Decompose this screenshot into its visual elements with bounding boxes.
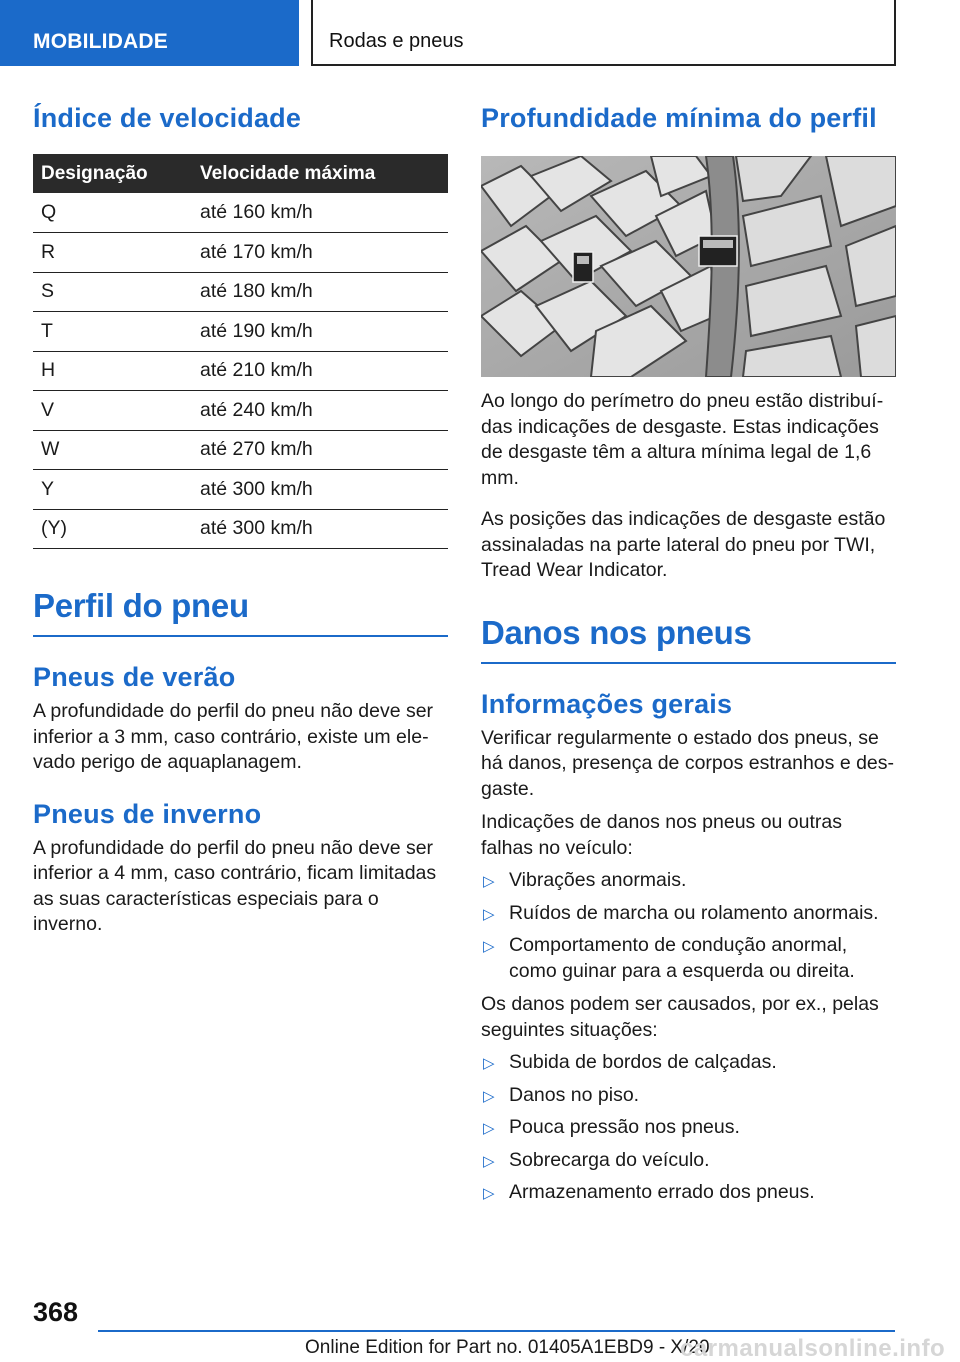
damage-text-2: Indicações de danos nos pneus ou outras falhas no veículo: (481, 811, 843, 859)
list-item (481, 1180, 896, 1206)
section-tab (0, 0, 299, 66)
damage-signs-list (481, 868, 896, 984)
list-item (481, 933, 896, 984)
designation-cell: (Y) (33, 509, 188, 549)
triangle-bullet-icon: ▷ (483, 1055, 495, 1072)
list-item (481, 1083, 896, 1109)
list-item (481, 1148, 896, 1174)
right-column (481, 100, 896, 1206)
table-row (33, 391, 448, 431)
designation-cell: V (33, 391, 188, 431)
damage-section-title: Danos nos pneus (481, 612, 896, 664)
table-row (33, 233, 448, 273)
designation-cell: T (33, 312, 188, 352)
table-row (33, 272, 448, 312)
triangle-bullet-icon: ▷ (483, 873, 495, 890)
summer-tires-title: Pneus de verão (33, 662, 236, 692)
wear-indicator-icon (573, 252, 593, 282)
speed-cell: até 300 km/h (188, 509, 448, 549)
damage-causes-list (481, 1050, 896, 1206)
list-item-text: Armazenamento errado dos pneus. (509, 1181, 815, 1203)
designation-cell: R (33, 233, 188, 273)
triangle-bullet-icon: ▷ (483, 938, 495, 955)
table-row (33, 430, 448, 470)
min-depth-text-1: Ao longo do perímetro do pneu estão distribuídas indicações de desgaste. Estas indicações de desgaste têm a altura mínima legal de 1,6 mm. (481, 390, 884, 489)
winter-tires-title: Pneus de inverno (33, 798, 262, 829)
tread-section-title: Perfil do pneu (33, 585, 448, 637)
list-item (481, 1050, 896, 1076)
speed-index-title: Índice de velocidade (33, 103, 302, 133)
footer-divider (98, 1330, 895, 1332)
speed-cell: até 240 km/h (188, 391, 448, 431)
speed-index-table (33, 154, 448, 549)
designation-cell: S (33, 272, 188, 312)
speed-cell: até 270 km/h (188, 430, 448, 470)
speed-cell: até 170 km/h (188, 233, 448, 273)
section-title: MOBILIDADE (33, 30, 168, 53)
chapter-title: Rodas e pneus (329, 30, 464, 52)
summer-tires-text: A profundidade do perfil do pneu não deve ser inferior a 3 mm, caso contrário, existe um elevado perigo de aquaplanagem. (33, 700, 434, 773)
triangle-bullet-icon: ▷ (483, 1087, 495, 1105)
watermark-text: carmanualsonline.info (680, 1335, 946, 1362)
edition-text: Online Edition for Part no. 01405A1EBD9 - X/20 (305, 1337, 710, 1358)
list-item (481, 901, 896, 927)
triangle-bullet-icon: ▷ (483, 1185, 495, 1202)
speed-cell: até 300 km/h (188, 470, 448, 510)
damage-text-3: Os danos podem ser causados, por ex., pelas seguintes situações: (481, 993, 879, 1041)
general-info-title: Informações gerais (481, 688, 733, 719)
designation-cell: H (33, 351, 188, 391)
table-row (33, 509, 448, 549)
table-header-row (33, 154, 448, 193)
wear-indicator-icon (699, 236, 737, 266)
list-item-text: Sobrecarga do veículo. (509, 1148, 710, 1171)
list-item-text: Vibrações anormais. (509, 869, 687, 891)
list-item-text: Subida de bordos de calçadas. (509, 1051, 777, 1073)
speed-cell: até 160 km/h (188, 193, 448, 233)
designation-cell: W (33, 430, 188, 470)
table-row (33, 470, 448, 510)
list-item-text: Ruídos de marcha ou rolamento anormais. (509, 901, 879, 924)
min-depth-text-2: As posições das indicações de desgaste estão assinaladas na parte lateral do pneu por TWI, Tread Wear Indicator. (481, 508, 886, 581)
triangle-bullet-icon: ▷ (483, 905, 495, 923)
speed-cell: até 190 km/h (188, 312, 448, 352)
list-item-text: Pouca pressão nos pneus. (509, 1116, 740, 1138)
speed-cell: até 180 km/h (188, 272, 448, 312)
min-depth-title: Profundidade mínima do perfil (481, 103, 877, 133)
table-row (33, 312, 448, 352)
tire-tread-image (481, 156, 896, 377)
triangle-bullet-icon: ▷ (483, 1152, 495, 1170)
damage-text-1: Verificar regularmente o estado dos pneus, se há danos, presença de corpos estranhos e desgaste. (481, 726, 895, 800)
designation-cell: Q (33, 193, 188, 233)
page-number: 368 (33, 1297, 79, 1327)
table-row (33, 193, 448, 233)
triangle-bullet-icon: ▷ (483, 1120, 495, 1137)
list-item-text: Danos no piso. (509, 1083, 640, 1106)
list-item-text: Comportamento de condução anormal, como guinar para a esquerda ou direita. (509, 934, 855, 982)
chapter-box (311, 0, 896, 66)
left-column (33, 100, 448, 938)
list-item (481, 868, 896, 894)
column-header: Designação (33, 154, 188, 193)
table-row (33, 351, 448, 391)
speed-cell: até 210 km/h (188, 351, 448, 391)
designation-cell: Y (33, 470, 188, 510)
column-header: Velocidade máxima (188, 154, 448, 193)
list-item (481, 1115, 896, 1141)
winter-tires-text: A profundidade do perfil do pneu não deve ser inferior a 4 mm, caso contrário, ficam limitadas as suas características especiais para o inverno. (33, 836, 437, 935)
